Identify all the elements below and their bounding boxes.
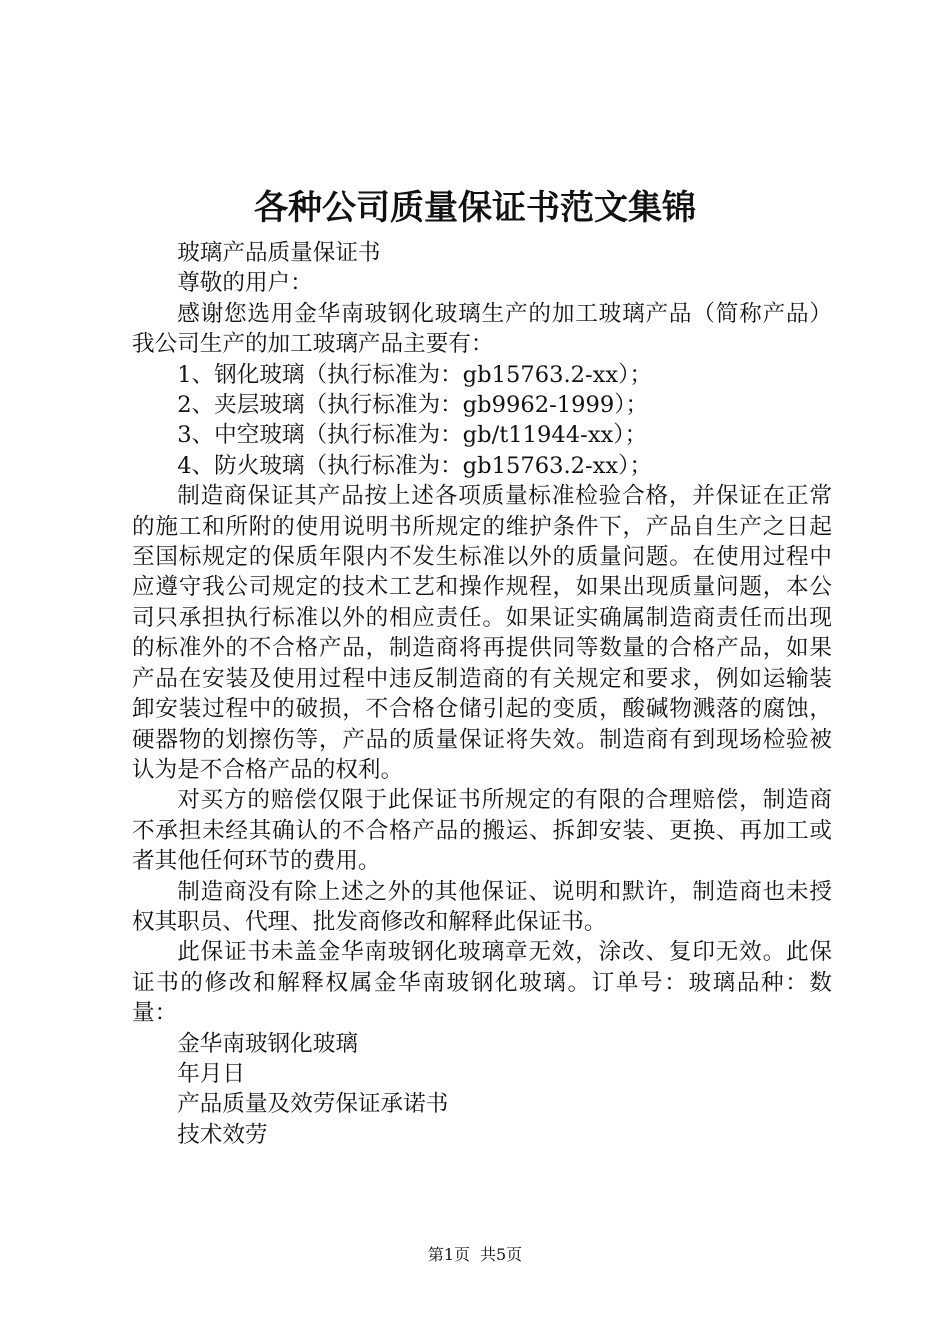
paragraph-company-signature: 金华南玻钢化玻璃 [177, 1030, 358, 1057]
paragraph-salutation: 尊敬的用户： [177, 270, 313, 297]
paragraph-compensation: 对买方的赔偿仅限于此保证书所规定的有限的合理赔偿，制造商不承担未经其确认的不合格产品的搬运、拆卸安装、更换、再加工或者其他任何环节的费用。 [132, 787, 832, 875]
paragraph-guarantee: 制造商保证其产品按上述各项质量标准检验合格，并保证在正常的施工和所附的使用说明书所规定的维护条件下，产品自生产之日起至国标规定的保质年限内不发生标准以外的质量问题。在使用过程中应遵守我公司规定的技术工艺和操作规程，如果出现质量问题，本公司只承担执行标准以外的相应责任。如果证实确属制造商责任而出现的标准外的不合格产品，制造商将再提供同等数量的合格产品，如果产品在安装及使用过程中违反制造商的有关规定和要求，例如运输装卸安装过程中的破损，不合格仓储引起的变质，酸碱物溅落的腐蚀，硬器物的划擦伤等，产品的质量保证将失效。制造商有到现场检验被认为是不合格产品的权利。 [132, 483, 832, 783]
paragraph-subtitle: 玻璃产品质量保证书 [177, 240, 381, 266]
page-footer [0, 1243, 950, 1267]
paragraph-no-other-warranty: 制造商没有除上述之外的其他保证、说明和默许，制造商也未授权其职员、代理、批发商修改和解释此保证书。 [132, 878, 832, 935]
paragraph-section-heading: 产品质量及效劳保证承诺书 [177, 1091, 449, 1118]
paragraph-item-2: 2、夹层玻璃（执行标准为：gb9962-1999）； [177, 392, 649, 419]
paragraph-item-4: 4、防火玻璃（执行标准为：gb15763.2-xx）； [177, 452, 653, 479]
document-title: 各种公司质量保证书范文集锦 [254, 188, 696, 228]
paragraph-validity: 此保证书未盖金华南玻钢化玻璃章无效，涂改、复印无效。此保证书的修改和解释权属金华南玻钢化玻璃。订单号：玻璃品种：数量： [132, 939, 832, 1027]
page-total: 共5页 [480, 1245, 523, 1264]
paragraph-technical-service: 技术效劳 [177, 1121, 268, 1148]
paragraph-date: 年月日 [177, 1060, 245, 1087]
document-body [132, 238, 832, 1150]
page-number: 第1页 [427, 1245, 470, 1264]
paragraph-item-1: 1、钢化玻璃（执行标准为：gb15763.2-xx）； [177, 361, 653, 388]
paragraph-item-3: 3、中空玻璃（执行标准为：gb/t11944-xx）； [177, 422, 648, 449]
paragraph-intro: 感谢您选用金华南玻钢化玻璃生产的加工玻璃产品（简称产品）我公司生产的加工玻璃产品主要有： [132, 300, 832, 358]
